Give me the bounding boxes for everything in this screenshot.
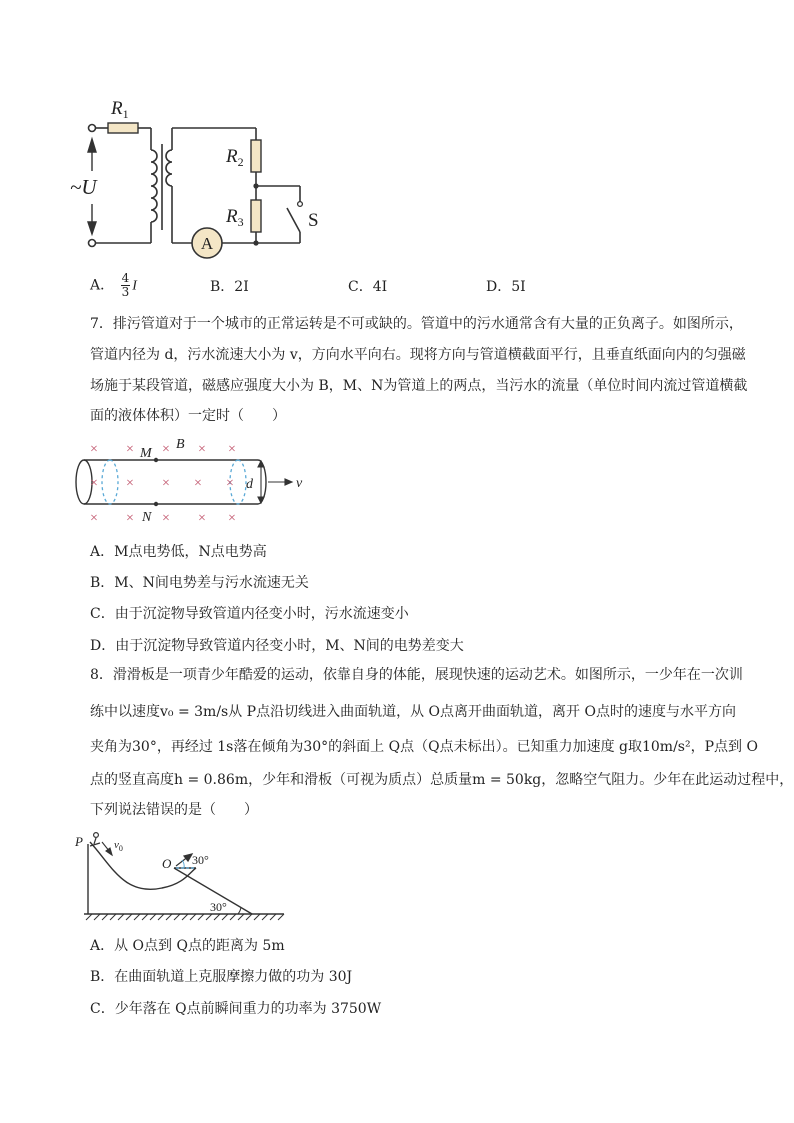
- q6-option-d: D．5I: [486, 279, 526, 295]
- field-cross: ×: [198, 511, 206, 526]
- q8-line-1: 8．滑滑板是一项青少年酷爱的运动，依靠自身的体能，展现快速的运动艺术。如图所示，一少年在一次训: [90, 667, 743, 683]
- q6-a-numerator: 4: [121, 271, 130, 285]
- r1-label: R: [111, 98, 123, 119]
- field-cross: ×: [194, 476, 202, 491]
- field-cross: ×: [226, 476, 234, 491]
- point-p-label: P: [75, 834, 83, 849]
- q8-option-b: B．在曲面轨道上克服摩擦力做的功为 30J: [90, 969, 353, 985]
- svg-text:R1: [110, 98, 129, 121]
- q7-option-a: A．M点电势低，N点电势高: [90, 544, 267, 560]
- svg-text:R3: [225, 206, 244, 229]
- q7-option-b: B．M、N间电势差与污水流速无关: [90, 575, 309, 591]
- velocity-v-label: v: [296, 476, 303, 491]
- r2-label: R: [226, 146, 238, 167]
- r1-subscript: 1: [122, 107, 129, 121]
- pipe-magnetic-field-diagram: [70, 434, 320, 534]
- q8-line-5: 下列说法错误的是（ ）: [90, 802, 258, 818]
- q7-line-2: 管道内径为 d，污水流速大小为 v，方向水平向右。现将方向与管道横截面平行，且垂直纸面向内的匀强磁: [90, 347, 746, 363]
- v0-subscript: 0: [118, 844, 123, 853]
- field-cross: ×: [162, 511, 170, 526]
- q7-option-c: C．由于沉淀物导致管道内径变小时，污水流速变小: [90, 606, 409, 622]
- q8-line-3: 夹角为30°，再经过 1s落在倾角为30°的斜面上 Q点（Q点未标出）。已知重力加速度 g取10m/s²，P点到 O: [90, 739, 758, 755]
- r3-label: R: [226, 206, 238, 227]
- field-cross: ×: [228, 442, 236, 457]
- source-label: ~U: [70, 175, 97, 199]
- field-cross: ×: [90, 442, 98, 457]
- field-cross: ×: [228, 511, 236, 526]
- q6-option-c: C．4I: [348, 279, 388, 295]
- point-m-label: M: [140, 446, 152, 461]
- angle-bottom-label: 30°: [210, 900, 227, 914]
- skateboard-track-diagram: [72, 826, 292, 926]
- angle-top-label: 30°: [192, 853, 209, 867]
- field-cross: ×: [126, 476, 134, 491]
- diameter-d-label: d: [246, 477, 253, 492]
- r3-subscript: 3: [237, 215, 244, 229]
- field-cross: ×: [126, 511, 134, 526]
- field-b-label: B: [176, 437, 185, 452]
- q8-line-2: 练中以速度v₀ = 3m/s从 P点沿切线进入曲面轨道，从 O点离开曲面轨道，离开 O点时的速度与水平方向: [90, 704, 736, 720]
- svg-text:v0: [114, 839, 123, 853]
- point-o-label: O: [162, 856, 172, 871]
- r2-subscript: 2: [237, 155, 244, 169]
- q6-a-variable: I: [132, 278, 137, 294]
- q7-line-3: 场施于某段管道，磁感应强度大小为 B，M、N为管道上的两点，当污水的流量（单位时间内流过管道横截: [90, 378, 748, 394]
- q8-option-a: A．从 O点到 Q点的距离为 5m: [90, 938, 285, 954]
- field-cross: ×: [126, 442, 134, 457]
- q6-option-b: B．2I: [210, 279, 249, 295]
- field-cross: ×: [90, 476, 98, 491]
- q7-line-1: 7．排污管道对于一个城市的正常运转是不可或缺的。管道中的污水通常含有大量的正负离子。如图所示，: [90, 316, 743, 332]
- v0-label: v: [114, 839, 119, 851]
- switch-label: S: [308, 210, 319, 231]
- field-cross: ×: [162, 442, 170, 457]
- field-cross: ×: [198, 442, 206, 457]
- q7-line-4: 面的液体体积）一定时（ ）: [90, 408, 286, 424]
- field-cross: ×: [162, 476, 170, 491]
- q8-option-c: C．少年落在 Q点前瞬间重力的功率为 3750W: [90, 1001, 382, 1017]
- q6-a-denominator: 3: [121, 285, 130, 299]
- point-n-label: N: [142, 510, 152, 525]
- q7-option-d: D．由于沉淀物导致管道内径变小时，M、N间的电势差变大: [90, 638, 464, 654]
- field-cross: ×: [90, 511, 98, 526]
- transformer-circuit-diagram: [70, 92, 340, 262]
- ammeter-label: A: [200, 234, 214, 253]
- q6-option-a: A． $\frac{4}{3}$ I: [90, 271, 137, 299]
- q8-line-4: 点的竖直高度h = 0.86m，少年和滑板（可视为质点）总质量m = 50kg，忽略空气阻力。少年在此运动过程中，: [90, 772, 794, 788]
- svg-text:R2: [225, 146, 244, 169]
